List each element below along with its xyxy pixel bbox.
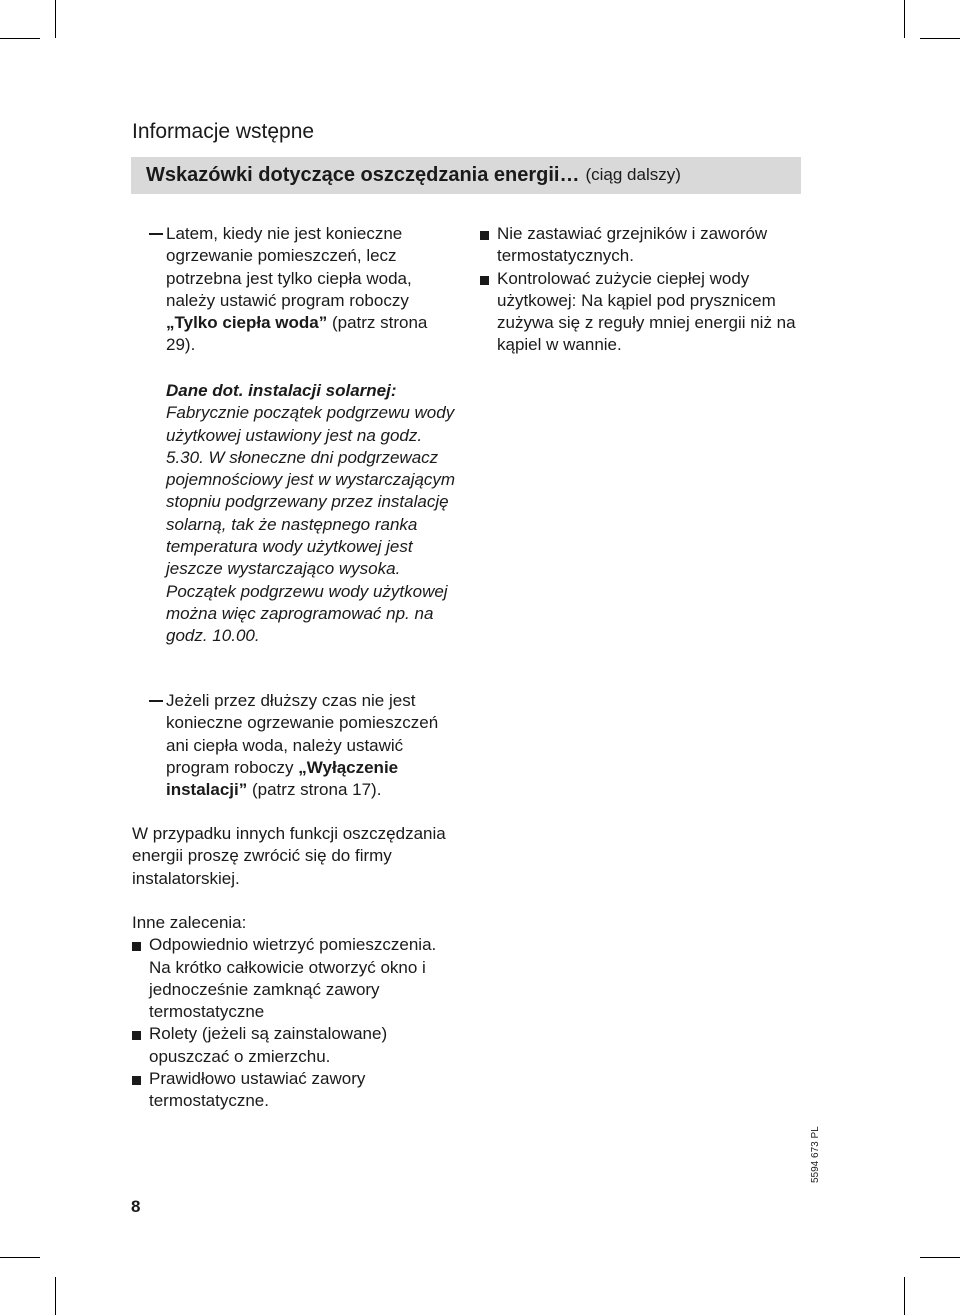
crop-mark	[904, 1277, 905, 1315]
program-name-hot-water: „Tylko ciepła woda”	[166, 313, 328, 333]
crop-mark	[920, 38, 960, 39]
square-bullet	[480, 276, 489, 285]
list-item-text: Prawidłowo ustawiać zawory termostatyczne.	[149, 1069, 366, 1111]
list-item-text: Rolety (jeżeli są zainstalowane) opuszczać o zmierzchu.	[149, 1024, 388, 1066]
headline-title: Wskazówki dotyczące oszczędzania energii…	[146, 164, 580, 187]
dash-item-ref: (patrz strona 29).	[166, 313, 428, 355]
list-item-text: Nie zastawiać grzejników i zaworów termostatycznych.	[497, 224, 768, 266]
crop-mark	[920, 1257, 960, 1258]
document-code: 5594 673 PL	[810, 1126, 821, 1183]
headline-bar	[131, 157, 801, 194]
headline-continued: (ciąg dalszy)	[585, 165, 681, 185]
crop-mark	[0, 38, 40, 39]
dash-item-system-off	[132, 690, 462, 801]
contact-paragraph: W przypadku innych funkcji oszczędzania energii proszę zwrócić się do firmy instalatorskiej.	[132, 824, 446, 888]
solar-note	[166, 380, 460, 648]
dash-item-text: Latem, kiedy nie jest konieczne ogrzewanie pomieszczeń, lecz potrzebna jest tylko ciepła woda, należy ustawić program roboczy	[166, 224, 412, 310]
list-item	[132, 1068, 454, 1113]
square-bullet	[132, 942, 141, 951]
other-label: Inne zalecenia:	[132, 913, 247, 932]
dash-bullet	[149, 233, 163, 235]
section-title: Informacje wstępne	[132, 120, 315, 143]
crop-mark	[904, 0, 905, 38]
crop-mark	[55, 1277, 56, 1315]
list-item-text: Kontrolować zużycie ciepłej wody użytkowej: Na kąpiel pod prysznicem zużywa się z reguły mniej energii niż na kąpiel w wannie.	[497, 268, 796, 355]
dash-item-text: Jeżeli przez dłuższy czas nie jest konieczne ogrzewanie pomieszczeń ani ciepła woda, należy ustawić program roboczy	[166, 691, 439, 777]
list-item-text: Odpowiednio wietrzyć pomieszczenia.	[149, 935, 437, 955]
solar-note-body: Fabrycznie początek podgrzewu wody użytkowej ustawiony jest na godz. 5.30. W słoneczne dni podgrzewacz pojemnościowy jest w wystarczającym stopniu podgrzewany przez instalację solarną, tak że następnego ranka temperatura wody użytkowej jest jeszcze wystarczająco wysoka. Początek podgrzewu wody użytkowej można więc zaprogramować np. na godz. 10.00.	[166, 403, 456, 646]
list-item	[132, 934, 454, 1023]
program-name-system-off: „Wyłączenie instalacji”	[166, 757, 399, 800]
list-item	[132, 1023, 454, 1068]
solar-note-heading: Dane dot. instalacji solarnej:	[166, 381, 397, 400]
page-number: 8	[131, 1197, 141, 1216]
list-item	[480, 268, 810, 357]
dash-bullet	[149, 700, 163, 702]
crop-mark	[0, 1257, 40, 1258]
square-bullet	[132, 1031, 141, 1040]
dash-item-hot-water-only	[132, 223, 462, 357]
list-item-detail: Na krótko całkowicie otworzyć okno i jednocześnie zamknąć zawory termostatyczne	[149, 957, 426, 1022]
crop-mark	[55, 0, 56, 38]
dash-item-ref: (patrz strona 17).	[247, 780, 382, 800]
square-bullet	[132, 1076, 141, 1085]
other-recommendations	[132, 912, 462, 1113]
square-bullet	[480, 231, 489, 240]
right-column-list	[480, 223, 810, 357]
list-item	[480, 223, 810, 268]
